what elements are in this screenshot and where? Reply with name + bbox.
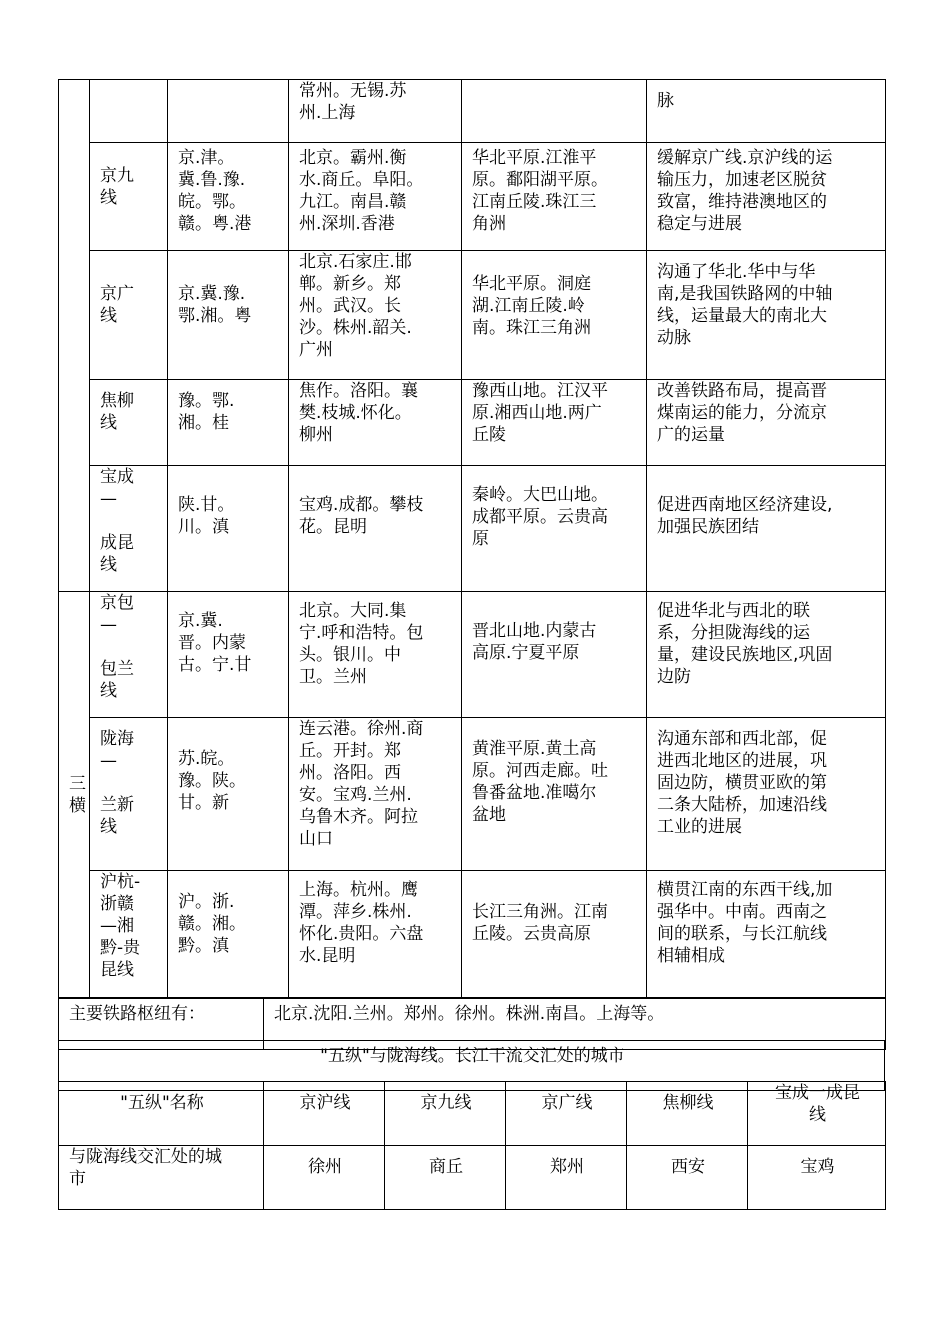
table-row [59,251,886,380]
table-row [59,1082,886,1146]
table-row [59,466,886,592]
significance-cell: 改善铁路布局，提高晋 煤南运的能力，分流京 广的运量 [647,380,886,466]
significance-cell: 沟通东部和西北部，促 进西北地区的进展，巩 固边防，横贯亚欧的第 二条大陆桥，加速沿线 工业的进展 [647,718,886,871]
cities-cell: 连云港。徐州.商 丘。开封。郑 州。洛阳。西 安。宝鸡.兰州. 乌鲁木齐。阿拉 山口 [289,718,462,871]
row-label: 与陇海线交汇处的城 市 [59,1146,264,1210]
significance-cell: 横贯江南的东西干线,加 强华中。中南。西南之 间的联系，与长江航线 相辅相成 [647,871,886,998]
terrain-cell: 华北平原.江淮平 原。鄱阳湖平原。 江南丘陵.珠江三 角洲 [462,143,647,251]
table-row [59,871,886,998]
provinces-cell: 京.冀. 晋。内蒙 古。宁.甘 [168,592,289,718]
line-header: 京广线 [506,1082,627,1146]
city-cell: 宝鸡 [748,1146,886,1210]
line-header: 京沪线 [264,1082,385,1146]
provinces-cell: 沪。浙. 赣。湘。 黔。滇 [168,871,289,998]
table-row [59,1146,886,1210]
table-row [59,143,886,251]
category-cell-cont [59,80,90,592]
table-row [59,380,886,466]
terrain-cell: 黄淮平原.黄土高 原。河西走廊。吐 鲁番盆地.准噶尔 盆地 [462,718,647,871]
line-name-cell: 京广 线 [90,251,168,380]
significance-cell: 沟通了华北.华中与华 南,是我国铁路网的中轴 线，运量最大的南北大 动脉 [647,251,886,380]
line-name-cell [90,80,168,143]
terrain-cell: 长江三角洲。江南 丘陵。云贵高原 [462,871,647,998]
cross-title: "五纵"与陇海线。长江干流交汇处的城市 [59,1041,885,1091]
terrain-cell: 晋北山地.内蒙古 高原.宁夏平原 [462,592,647,718]
table-row [59,718,886,871]
line-name-cell: 焦柳 线 [90,380,168,466]
city-cell: 徐州 [264,1146,385,1210]
provinces-cell: 京.冀.豫. 鄂.湘。粤 [168,251,289,380]
table-row [59,80,886,143]
significance-cell: 促进华北与西北的联 系，分担陇海线的运 量，建设民族地区,巩固 边防 [647,592,886,718]
terrain-cell: 华北平原。洞庭 湖.江南丘陵.岭 南。珠江三角洲 [462,251,647,380]
provinces-cell [168,80,289,143]
line-name-cell: 陇海 — 兰新 线 [90,718,168,871]
header-label: "五纵"名称 [59,1082,264,1146]
provinces-cell: 苏.皖。 豫。陕。 甘。新 [168,718,289,871]
cities-cell: 常州。无锡.苏 州.上海 [289,80,462,143]
cities-cell: 北京。霸州.衡 水.商丘。阜阳。 九江。南昌.赣 州.深圳.香港 [289,143,462,251]
terrain-cell [462,80,647,143]
cities-cell: 上海。杭州。鹰 潭。萍乡.株州. 怀化.贵阳。六盘 水.昆明 [289,871,462,998]
hubs-label: 主要铁路枢纽有： [59,999,264,1050]
cities-cell: 宝鸡.成都。攀枝 花。昆明 [289,466,462,592]
table-row [59,592,886,718]
line-name-cell: 沪杭- 浙赣 —湘 黔-贵 昆线 [90,871,168,998]
line-header: 京九线 [385,1082,506,1146]
line-header: 焦柳线 [627,1082,748,1146]
significance-cell: 脉 [647,80,886,143]
hubs-value: 北京.沈阳.兰州。郑州。徐州。株洲.南昌。上海等。 [264,999,886,1050]
line-name-cell: 京包 — 包兰 线 [90,592,168,718]
provinces-cell: 陕.甘。 川。滇 [168,466,289,592]
railway-lines-table [58,79,886,998]
significance-cell: 缓解京广线.京沪线的运 输压力，加速老区脱贫 致富，维持港澳地区的 稳定与进展 [647,143,886,251]
significance-cell: 促进西南地区经济建设, 加强民族团结 [647,466,886,592]
line-name-cell: 宝成 — 成昆 线 [90,466,168,592]
terrain-cell: 豫西山地。江汉平 原.湘西山地.两广 丘陵 [462,380,647,466]
city-cell: 郑州 [506,1146,627,1210]
line-header: 宝成一成昆 线 [748,1082,886,1146]
city-cell: 商丘 [385,1146,506,1210]
provinces-cell: 豫。鄂. 湘。桂 [168,380,289,466]
cities-cell: 北京。大同.集 宁.呼和浩特。包 头。银川。中 卫。兰州 [289,592,462,718]
provinces-cell: 京.津。 冀.鲁.豫. 皖。鄂。 赣。粤.港 [168,143,289,251]
city-cell: 西安 [627,1146,748,1210]
category-cell-three: 三横 [59,592,90,998]
terrain-cell: 秦岭。大巴山地。 成都平原。云贵高 原 [462,466,647,592]
intersection-cities-table [58,1081,886,1210]
line-name-cell: 京九 线 [90,143,168,251]
cities-cell: 北京.石家庄.邯 郸。新乡。郑 州。武汉。长 沙。株州.韶关. 广州 [289,251,462,380]
cities-cell: 焦作。洛阳。襄 樊.枝城.怀化。 柳州 [289,380,462,466]
